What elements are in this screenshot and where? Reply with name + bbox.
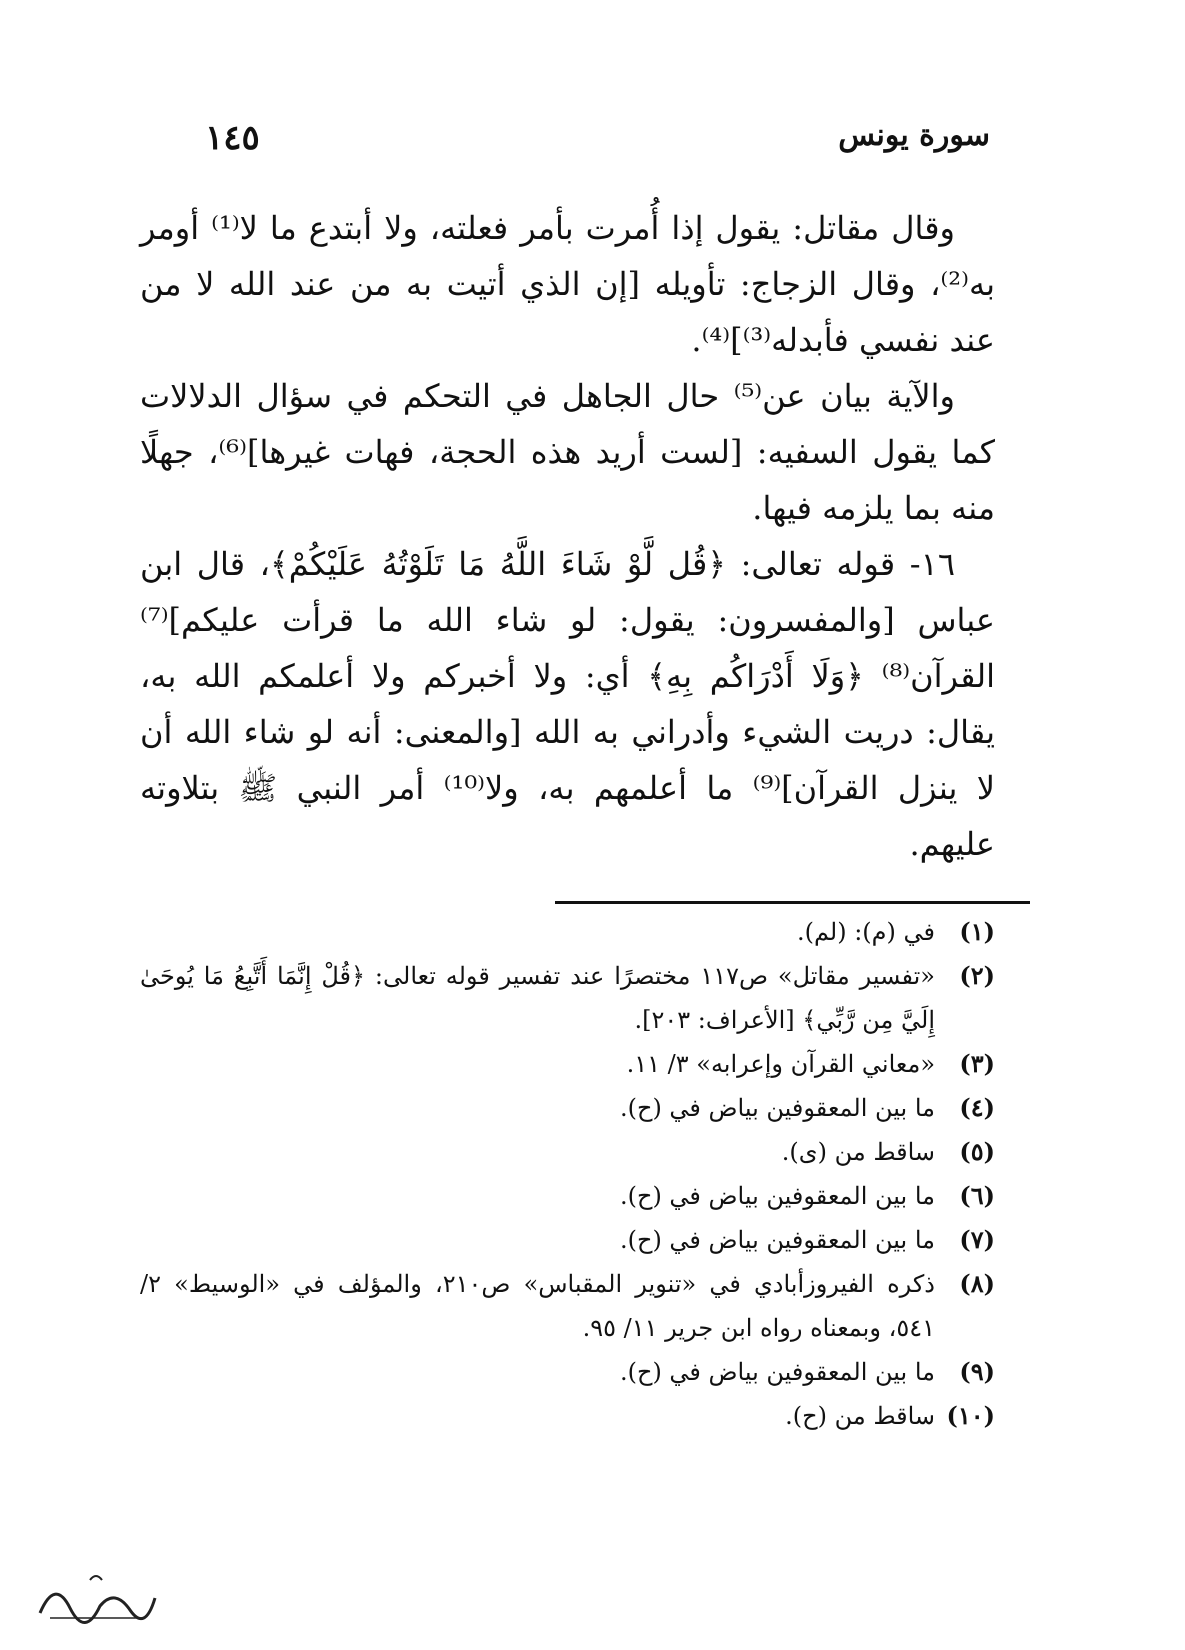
footnote-text: ساقط من (ح). — [785, 1402, 935, 1430]
footnote — [140, 954, 995, 1042]
footnote — [140, 1394, 995, 1438]
footnote — [140, 1350, 995, 1394]
footnote — [140, 1130, 995, 1174]
footnote-text: في (م): (لم). — [796, 918, 935, 946]
footnote-text: «معاني القرآن وإعرابه» ٣/ ١١. — [626, 1050, 935, 1078]
footnote-number: (٦) — [959, 1181, 995, 1210]
surah-title: سورة يونس — [838, 118, 990, 153]
footnote — [140, 1174, 995, 1218]
footnote — [140, 1086, 995, 1130]
footnote-number: (٧) — [959, 1225, 995, 1254]
footnote — [140, 1262, 995, 1350]
footnote-number: (٣) — [959, 1049, 995, 1078]
publisher-logo — [30, 1568, 160, 1628]
footnote-number: (٤) — [959, 1093, 995, 1122]
footnote-number: (٢) — [959, 961, 995, 990]
footnote-number: (١٠) — [946, 1401, 995, 1430]
footnote — [140, 910, 995, 954]
paragraph-3: ١٦- قوله تعالى: ﴿قُل لَّوْ شَاءَ اللَّهُ مَا تَلَوْتُهُ عَلَيْكُمْ﴾، قال ابن عباس [والمفسرون: يقول: لو شاء الله ما قرأت عليكم]⁽⁷⁾ القرآن⁽⁸⁾ ﴿وَلَا أَدْرَاكُم بِهِ﴾ أي: ولا أخبركم ولا أعلمكم الله به، يقال: دريت الشيء وأدراني به الله [والمعنى: أنه لو شاء الله أن لا ينزل القرآن]⁽⁹⁾ ما أعلمهم به، ولا⁽¹⁰⁾ أمر النبي ﷺ بتلاوته عليهم. — [140, 545, 995, 863]
footnote-divider — [555, 901, 1030, 904]
paragraph-2: والآية بيان عن⁽⁵⁾ حال الجاهل في التحكم في سؤال الدلالات كما يقول السفيه: [لست أريد هذه الحجة، فهات غيرها]⁽⁶⁾، جهلًا منه بما يلزمه فيها. — [140, 377, 996, 527]
footnote-text: ذكره الفيروزأبادي في «تنوير المقباس» ص٢١٠، والمؤلف في «الوسيط» ٢/ ٥٤١، وبمعناه رواه ابن جرير ١١/ ٩٥. — [140, 1270, 935, 1342]
footnotes — [140, 910, 995, 1438]
footnote-text: ما بين المعقوفين بياض في (ح). — [619, 1094, 935, 1122]
footnote-text: ما بين المعقوفين بياض في (ح). — [619, 1358, 935, 1386]
page-number: ١٤٥ — [205, 118, 260, 158]
footnote-number: (٩) — [959, 1357, 995, 1386]
footnote-number: (٨) — [959, 1269, 995, 1298]
footnote-text: ما بين المعقوفين بياض في (ح). — [619, 1182, 935, 1210]
footnote — [140, 1218, 995, 1262]
footnote-number: (١) — [959, 917, 995, 946]
footnote-text: ساقط من (ى). — [781, 1138, 935, 1166]
footnote-number: (٥) — [959, 1137, 995, 1166]
page-header — [205, 118, 990, 168]
footnote-text: «تفسير مقاتل» ص١١٧ مختصرًا عند تفسير قوله تعالى: ﴿قُلْ إِنَّمَا أَتَّبِعُ مَا يُوحَىٰ إِلَيَّ مِن رَّبِّي﴾ [الأعراف: ٢٠٣]. — [140, 962, 935, 1034]
footnote-text: ما بين المعقوفين بياض في (ح). — [619, 1226, 935, 1254]
paragraph-1: وقال مقاتل: يقول إذا أُمرت بأمر فعلته، ولا أبتدع ما لا⁽¹⁾ أومر به⁽²⁾، وقال الزجاج: تأويله [إن الذي أتيت به من عند الله لا من عند نفسي فأبدله⁽³⁾]⁽⁴⁾. — [140, 209, 995, 359]
footnote — [140, 1042, 995, 1086]
main-text — [140, 200, 995, 872]
